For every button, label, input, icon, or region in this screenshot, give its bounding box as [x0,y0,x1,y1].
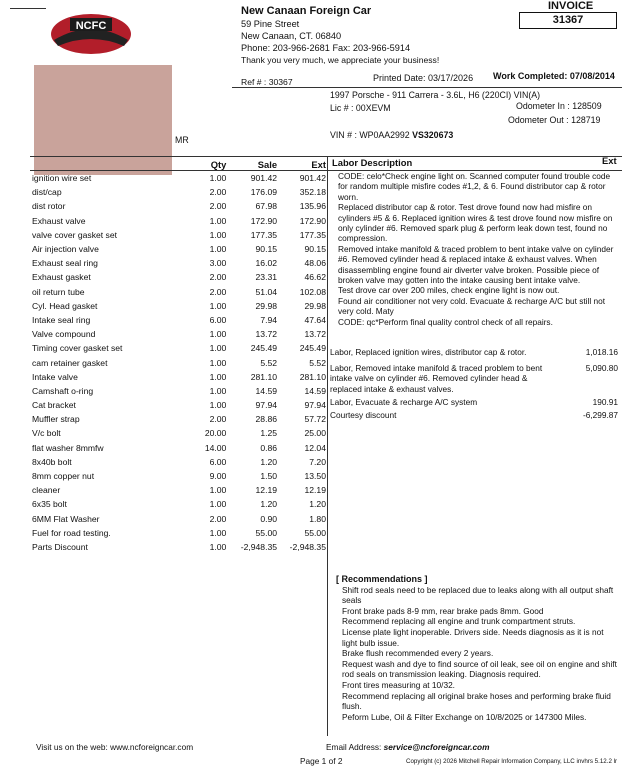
recommendation-item: License plate light inoperable. Drivers side. Needs diagnosis as it is not light bulb issue. [342,626,604,648]
part-name: Muffler strap [32,414,80,425]
table-row [30,199,328,213]
table-row [30,412,328,426]
part-sale: 13.72 [255,329,278,340]
part-name: dist/cap [32,187,62,198]
part-ext: 29.98 [304,300,326,311]
table-row [30,497,328,511]
part-name: Intake seal ring [32,314,91,325]
part-name: Air injection valve [32,244,99,255]
vin-prefix: VIN # : WP0AA2992 [330,130,413,140]
part-sale: 1.25 [260,428,278,439]
part-qty: 1.00 [209,499,227,510]
labor-line-text: Labor, Replaced ignition wires, distributor cap & rotor. [330,347,527,357]
shop-city: New Canaan, CT. 06840 [241,31,342,41]
part-sale: 1.50 [260,471,278,482]
part-sale: 245.49 [250,343,278,354]
recommendations [336,574,618,722]
part-ext: 5.52 [309,357,326,368]
part-qty: 1.00 [209,400,227,411]
part-qty: 1.00 [209,541,227,552]
part-ext: 13.50 [304,471,326,482]
part-ext: 901.42 [299,173,326,184]
license-plate: Lic # : 00XEVM [330,103,391,113]
part-qty: 6.00 [209,456,227,467]
copyright: Copyright (c) 2026 Mitchell Repair Information Company, LLC invhrs 5.12.2 lr [406,758,618,765]
part-sale: -2,948.35 [240,541,278,552]
part-qty: 1.00 [209,229,227,240]
table-row [30,214,328,228]
table-row [30,313,328,327]
desc-paragraph: CODE: qc*Perform final quality control check of all repairs. [338,316,553,327]
part-name: Valve compound [32,329,96,340]
part-ext: 47.64 [304,314,326,325]
desc-paragraph: Test drove car over 200 miles, check engine light is now out. [338,285,560,296]
part-qty: 1.00 [209,329,227,340]
part-ext: 102.08 [299,286,326,297]
table-row [30,299,328,313]
mr-text: MR [175,135,189,145]
table-row [30,384,328,398]
labor-description-header: Labor Description [332,157,413,168]
part-qty: 1.00 [209,215,227,226]
table-row [30,398,328,412]
part-sale: 177.35 [250,229,278,240]
parts-header-row [30,157,328,171]
part-name: Exhaust valve [32,215,86,226]
recommendation-item: Brake flush recommended every 2 years. [342,648,494,659]
desc-paragraph: Replaced distributor cap & rotor. Test drove found now had misfire on cylinders #5 & 6. Replaced ignition wires & test drove found now misfire on only cylinder #6. Removed spark plug & perform leak down test, found no compression. [338,202,613,244]
shop-phone: Phone: 203-966-2681 Fax: 203-966-5914 [241,43,411,53]
email-label: Email Address: [326,742,384,752]
email-address: service@ncforeigncar.com [383,742,490,752]
work-completed: Work Completed: 07/08/2014 [493,71,615,81]
part-ext: 177.35 [299,229,326,240]
part-sale: 12.19 [255,485,278,496]
part-name: 6MM Flat Washer [32,513,100,524]
part-ext: 12.04 [304,442,326,453]
labor-line-amount: 1,018.16 [585,347,618,357]
part-name: Cyl. Head gasket [32,300,98,311]
recommendation-item: Recommend replacing all engine and trunk compartment struts. [342,616,576,627]
table-row [30,526,328,540]
table-row [30,426,328,440]
part-qty: 1.00 [209,244,227,255]
part-sale: 172.90 [250,215,278,226]
part-qty: 2.00 [209,187,227,198]
part-ext: 57.72 [304,414,326,425]
part-qty: 1.00 [209,173,227,184]
labor-line [330,363,618,394]
recommendation-item: Shift rod seals need to be replaced due to leaks along with all output shaft seals [342,584,614,606]
part-ext: 13.72 [304,329,326,340]
part-name: Exhaust seal ring [32,258,98,269]
invoice-number: 31367 [519,12,617,29]
part-name: Fuel for road testing. [32,527,111,538]
part-qty: 20.00 [204,428,227,439]
part-ext: 7.20 [309,456,326,467]
labor-line-amount: 5,090.80 [585,363,618,373]
part-name: oil return tube [32,286,85,297]
part-ext: 46.62 [304,272,326,283]
shop-thanks: Thank you very much, we appreciate your business! [241,55,440,65]
part-name: Intake valve [32,371,78,382]
part-qty: 1.00 [209,485,227,496]
part-qty: 2.00 [209,286,227,297]
part-name: 8x40b bolt [32,456,72,467]
part-name: Timing cover gasket set [32,343,123,354]
part-ext: 1.20 [309,499,326,510]
part-sale: 16.02 [255,258,278,269]
part-qty: 14.00 [204,442,227,453]
part-qty: 3.00 [209,258,227,269]
part-sale: 5.52 [260,357,278,368]
part-ext: 245.49 [299,343,326,354]
odometer-in: Odometer In : 128509 [516,101,602,111]
ref-number: Ref # : 30367 [241,77,293,87]
part-sale: 0.90 [260,513,278,524]
sale-header: Sale [257,158,278,170]
part-name: Camshaft o-ring [32,385,94,396]
part-name: 8mm copper nut [32,471,95,482]
qty-header: Qty [210,158,227,170]
labor-line [330,410,618,420]
part-ext: 281.10 [299,371,326,382]
parts-table [30,157,328,554]
part-ext: 352.18 [299,187,326,198]
part-sale: 176.09 [250,187,278,198]
part-ext: 90.15 [304,244,326,255]
part-qty: 2.00 [209,201,227,212]
shop-street: 59 Pine Street [241,19,300,29]
part-name: cam retainer gasket [32,357,108,368]
part-sale: 55.00 [255,527,278,538]
part-sale: 1.20 [260,456,278,467]
part-name: valve cover gasket set [32,229,118,240]
table-row [30,540,328,554]
part-ext: 12.19 [304,485,326,496]
desc-paragraph: Found air conditioner not very cold. Evacuate & recharge A/C but still not very cold. Maty [338,295,606,317]
part-sale: 0.86 [260,442,278,453]
part-name: Parts Discount [32,541,88,552]
table-row [30,483,328,497]
labor-line-text: Labor, Evacuate & recharge A/C system [330,397,478,407]
part-ext: -2,948.35 [289,541,326,552]
part-qty: 2.00 [209,513,227,524]
part-qty: 1.00 [209,343,227,354]
part-sale: 51.04 [255,286,278,297]
part-ext: 25.00 [304,428,326,439]
recommendation-item: Peform Lube, Oil & Filter Exchange on 10/8/2025 or 147300 Miles. [342,711,587,722]
part-sale: 901.42 [250,173,278,184]
labor-line [330,347,618,357]
part-name: Exhaust gasket [32,272,91,283]
table-row [30,370,328,384]
part-sale: 97.94 [255,400,278,411]
part-name: V/c bolt [32,428,61,439]
part-ext: 1.80 [309,513,326,524]
table-row [30,228,328,242]
part-sale: 67.98 [255,201,278,212]
recommendation-item: Front tires measuring at 10/32. [342,679,455,690]
table-row [30,171,328,185]
part-qty: 9.00 [209,471,227,482]
part-qty: 6.00 [209,314,227,325]
vin-bold: VS320673 [412,130,454,140]
labor-line-text: Courtesy discount [330,410,397,420]
table-row [30,185,328,199]
part-ext: 172.90 [299,215,326,226]
part-ext: 55.00 [304,527,326,538]
part-qty: 2.00 [209,272,227,283]
part-sale: 29.98 [255,300,278,311]
table-row [30,512,328,526]
table-row [30,355,328,369]
part-name: Cat bracket [32,400,76,411]
odometer-out: Odometer Out : 128719 [508,115,601,125]
part-name: 6x35 bolt [32,499,67,510]
ref-divider [232,87,622,88]
footer-website: Visit us on the web: www.ncforeigncar.com [36,742,194,752]
page-number: Page 1 of 2 [300,756,343,766]
part-qty: 1.00 [209,385,227,396]
part-sale: 1.20 [260,499,278,510]
shop-name: New Canaan Foreign Car [241,5,372,17]
labor-description [338,171,620,327]
table-row [30,441,328,455]
ext-header: Ext [311,158,326,170]
labor-line-amount: -6,299.87 [582,410,618,420]
part-qty: 1.00 [209,357,227,368]
desc-paragraph: Removed intake manifold & traced problem to bent intake valve on cylinder #6. Removed cylinder head & replaced intake & exhaust valves. When disassembling engine found air diverter valve broken. Possible piece of broken valve may gotten into the intake causing bent intake valve. [338,243,614,286]
table-row [30,285,328,299]
recommendation-item: Recommend replacing all original brake hoses and performing brake fluid flush. [342,690,611,712]
part-ext: 135.96 [299,201,326,212]
part-sale: 90.15 [255,244,278,255]
part-name: dist rotor [32,201,66,212]
part-sale: 23.31 [255,272,278,283]
desc-paragraph: CODE: celo*Check engine light on. Scanned computer found trouble code for random multiple misfire codes #1,2, & 6. Found distributor cap & rotor worn. [338,171,611,202]
footer-email [326,742,490,752]
labor-line-text: Labor, Removed intake manifold & traced problem to bent intake valve on cylinder #6. Removed cylinder head & replaced intake & exhaust valves. [330,363,543,394]
part-sale: 7.94 [260,314,278,325]
invoice-label: INVOICE [548,0,594,12]
top-left-rule [10,8,46,9]
part-sale: 281.10 [250,371,278,382]
table-row [30,341,328,355]
table-row [30,242,328,256]
table-row [30,469,328,483]
part-qty: 1.00 [209,527,227,538]
labor-line-amount: 190.91 [592,397,618,407]
vin [330,130,453,140]
recommendations-title: [ Recommendations ] [336,574,428,584]
part-qty: 1.00 [209,371,227,382]
part-sale: 28.86 [255,414,278,425]
printed-date: Printed Date: 03/17/2026 [373,73,474,83]
part-name: flat washer 8mmfw [32,442,104,453]
part-qty: 2.00 [209,414,227,425]
part-ext: 97.94 [304,400,326,411]
labor-line [330,397,618,407]
vehicle-desc: 1997 Porsche - 911 Carrera - 3.6L, H6 (220CI) VIN(A) [330,90,541,100]
part-ext: 48.06 [304,258,326,269]
recommendation-item: Request wash and dye to find source of oil leak, see oil on engine and shift rod seals on transmission leaking. Diagnosis required. [342,658,617,680]
table-row [30,256,328,270]
logo-text: NCFC [75,20,107,32]
part-ext: 14.59 [304,385,326,396]
recommendation-item: Front brake pads 8-9 mm, rear brake pads 8mm. Good [342,605,544,616]
table-row [30,455,328,469]
table-row [30,327,328,341]
table-row [30,270,328,284]
part-name: cleaner [32,485,61,496]
shop-logo [46,10,136,58]
part-qty: 1.00 [209,300,227,311]
part-sale: 14.59 [255,385,278,396]
part-name: ignition wire set [32,173,92,184]
labor-ext-header: Ext [602,155,617,166]
